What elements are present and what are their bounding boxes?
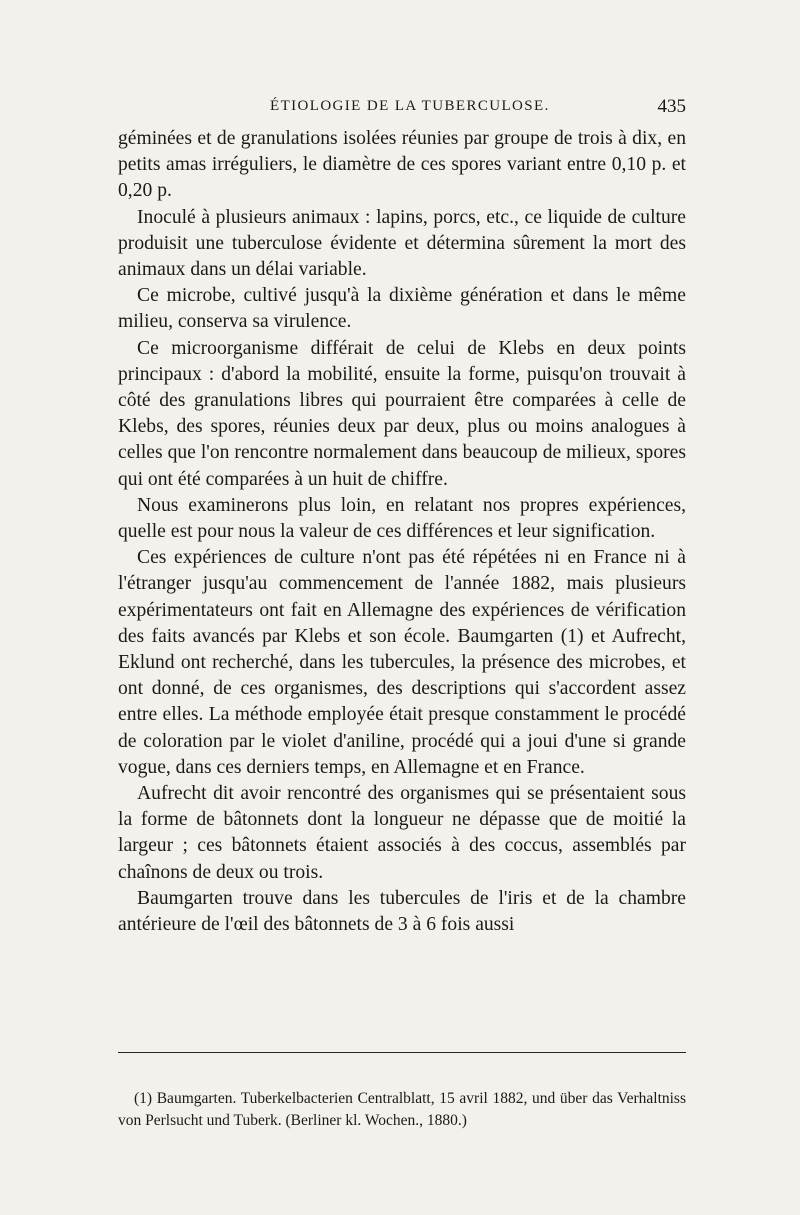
paragraph: Inoculé à plusieurs animaux : lapins, porcs, etc., ce liquide de culture produisit une tuberculose évidente et détermina sûrement la mort des animaux dans un délai variable. bbox=[118, 206, 686, 281]
footnote-rule bbox=[118, 1052, 686, 1053]
body-text bbox=[118, 126, 686, 938]
page-number: 435 bbox=[657, 96, 686, 117]
paragraph: Baumgarten trouve dans les tubercules de l'iris et de la chambre antérieure de l'œil des bâtonnets de 3 à 6 fois aussi bbox=[118, 887, 686, 936]
paragraph-continued: géminées et de granulations isolées réunies par groupe de trois à dix, en petits amas irréguliers, le diamètre de ces spores variant entre 0,10 p. et 0,20 p. bbox=[118, 128, 686, 202]
paragraph: Nous examinerons plus loin, en relatant nos propres expériences, quelle est pour nous la valeur de ces différences et leur signification. bbox=[118, 494, 686, 543]
paragraph: Aufrecht dit avoir rencontré des organismes qui se présentaient sous la forme de bâtonnets dont la longueur ne dépasse que de moitié la largeur ; ces bâtonnets étaient associés à des coccus, assemblés par chaînons de deux ou trois. bbox=[118, 783, 686, 883]
footnote: (1) Baumgarten. Tuberkelbacterien Centralblatt, 15 avril 1882, und über das Verhaltniss von Perlsucht und Tuberk. (Berliner kl. Wochen., 1880.) bbox=[118, 1089, 686, 1129]
paragraph: Ce microbe, cultivé jusqu'à la dixième génération et dans le même milieu, conserva sa virulence. bbox=[118, 285, 686, 333]
paragraph: Ces expériences de culture n'ont pas été répétées ni en France ni à l'étranger jusqu'au commencement de l'année 1882, mais plusieurs expérimentateurs ont fait en Allemagne des expériences de vérification des faits avancés par Klebs et son école. Baumgarten (1) et Aufrecht, Eklund ont recherché, dans les tubercules, la présence des microbes, et ont donné, de ces organismes, des descriptions qui s'accordent assez entre elles. La méthode employée était presque constamment le procédé de coloration par le violet d'aniline, procédé qui a joui d'une si grande vogue, dans ces derniers temps, en Allemagne et en France. bbox=[118, 547, 686, 778]
running-title: ÉTIOLOGIE DE LA TUBERCULOSE. bbox=[270, 98, 550, 114]
paragraph: Ce microorganisme différait de celui de Klebs en deux points principaux : d'abord la mobilité, ensuite la forme, puisqu'on trouvait à côté des granulations libres qui pourraient être comparées à celle de Klebs, des spores, réunies deux par deux, plus ou moins analogues à celles que l'on rencontre normalement dans beaucoup de milieux, spores qui ont été comparées à un huit de chiffre. bbox=[118, 337, 686, 490]
running-head bbox=[118, 96, 686, 120]
